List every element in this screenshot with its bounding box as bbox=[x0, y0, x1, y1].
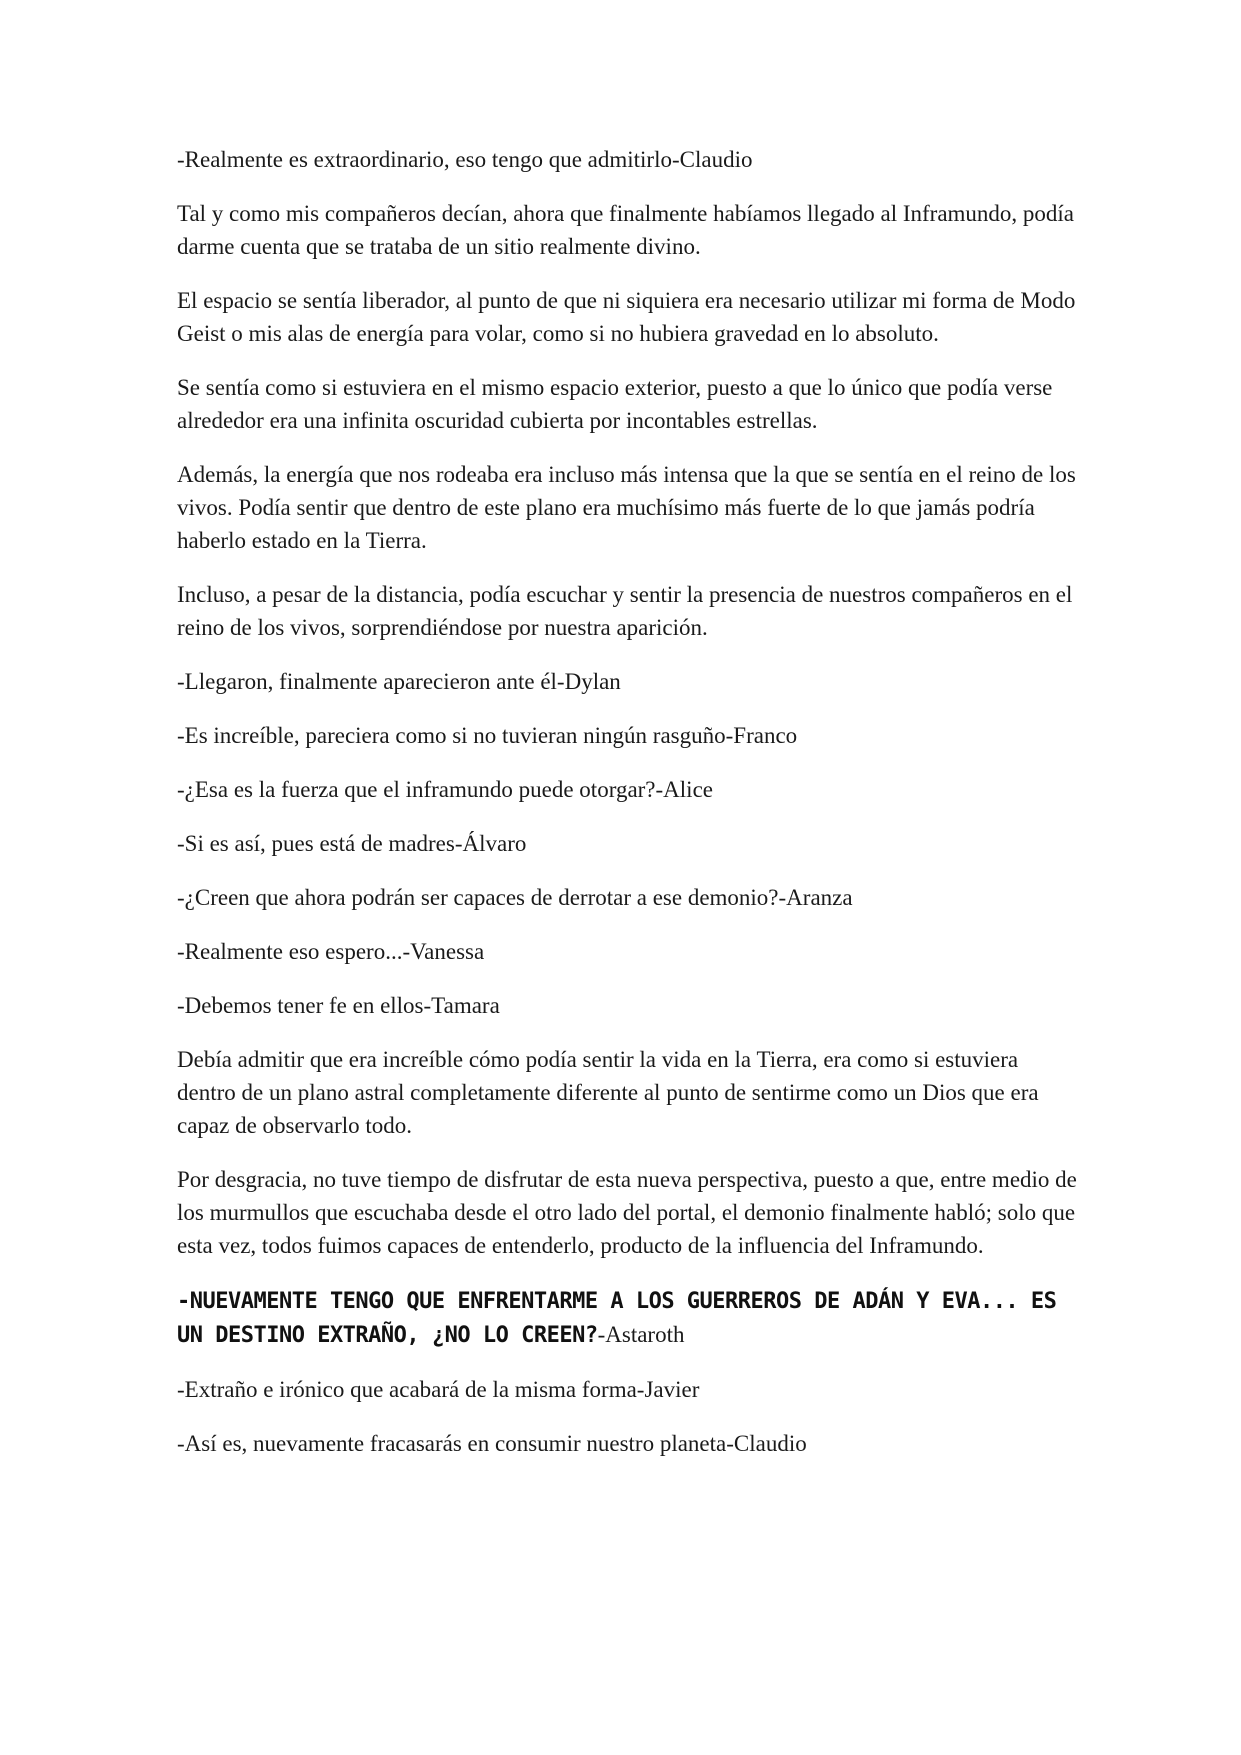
narration-paragraph: Además, la energía que nos rodeaba era incluso más intensa que la que se sentía en el reino de los vivos. Podía sentir que dentro de este plano era muchísimo más fuerte de lo que jamás podría haberlo estado en la Tierra. bbox=[177, 462, 1076, 553]
dialogue-line: -¿Creen que ahora podrán ser capaces de derrotar a ese demonio?-Aranza bbox=[177, 885, 853, 910]
narration-paragraph: El espacio se sentía liberador, al punto de que ni siquiera era necesario utilizar mi forma de Modo Geist o mis alas de energía para volar, como si no hubiera gravedad en lo absoluto. bbox=[177, 288, 1076, 346]
narration-paragraph: Tal y como mis compañeros decían, ahora que finalmente habíamos llegado al Inframundo, podía darme cuenta que se trataba de un sitio realmente divino. bbox=[177, 201, 1075, 259]
dialogue-line: -¿Esa es la fuerza que el inframundo puede otorgar?-Alice bbox=[177, 777, 713, 802]
dialogue-line: -Realmente eso espero...-Vanessa bbox=[177, 939, 485, 964]
narration-paragraph: Debía admitir que era increíble cómo podía sentir la vida en la Tierra, era como si estuviera dentro de un plano astral completamente diferente al punto de sentirme como un Dios que era capaz de observarlo todo. bbox=[177, 1047, 1039, 1138]
dialogue-line: -Llegaron, finalmente aparecieron ante él-Dylan bbox=[177, 669, 621, 694]
narration-paragraph: Incluso, a pesar de la distancia, podía escuchar y sentir la presencia de nuestros compañeros en el reino de los vivos, sorprendiéndose por nuestra aparición. bbox=[177, 582, 1073, 640]
narration-paragraph: Por desgracia, no tuve tiempo de disfrutar de esta nueva perspectiva, puesto a que, entre medio de los murmullos que escuchaba desde el otro lado del portal, el demonio finalmente habló; solo que esta vez, todos fuimos capaces de entenderlo, producto de la influencia del Inframundo. bbox=[177, 1167, 1077, 1258]
dialogue-line: -Así es, nuevamente fracasarás en consumir nuestro planeta-Claudio bbox=[177, 1431, 807, 1456]
dialogue-line: -Si es así, pues está de madres-Álvaro bbox=[177, 831, 527, 856]
demon-speaker: -Astaroth bbox=[597, 1322, 685, 1347]
dialogue-line: -Debemos tener fe en ellos-Tamara bbox=[177, 993, 500, 1018]
dialogue-line: -Extraño e irónico que acabará de la misma forma-Javier bbox=[177, 1377, 700, 1402]
page-body bbox=[177, 143, 1077, 1481]
dialogue-line: -Realmente es extraordinario, eso tengo que admitirlo-Claudio bbox=[177, 147, 753, 172]
demon-dialogue-line bbox=[177, 1284, 1077, 1352]
narration-paragraph: Se sentía como si estuviera en el mismo espacio exterior, puesto a que lo único que podía verse alrededor era una infinita oscuridad cubierta por incontables estrellas. bbox=[177, 375, 1053, 433]
demon-speech: -NUEVAMENTE TENGO QUE ENFRENTARME A LOS GUERREROS DE ADÁN Y EVA... ES UN DESTINO EXTRAÑO, ¿NO LO CREEN? bbox=[177, 1289, 1057, 1348]
dialogue-line: -Es increíble, pareciera como si no tuvieran ningún rasguño-Franco bbox=[177, 723, 798, 748]
